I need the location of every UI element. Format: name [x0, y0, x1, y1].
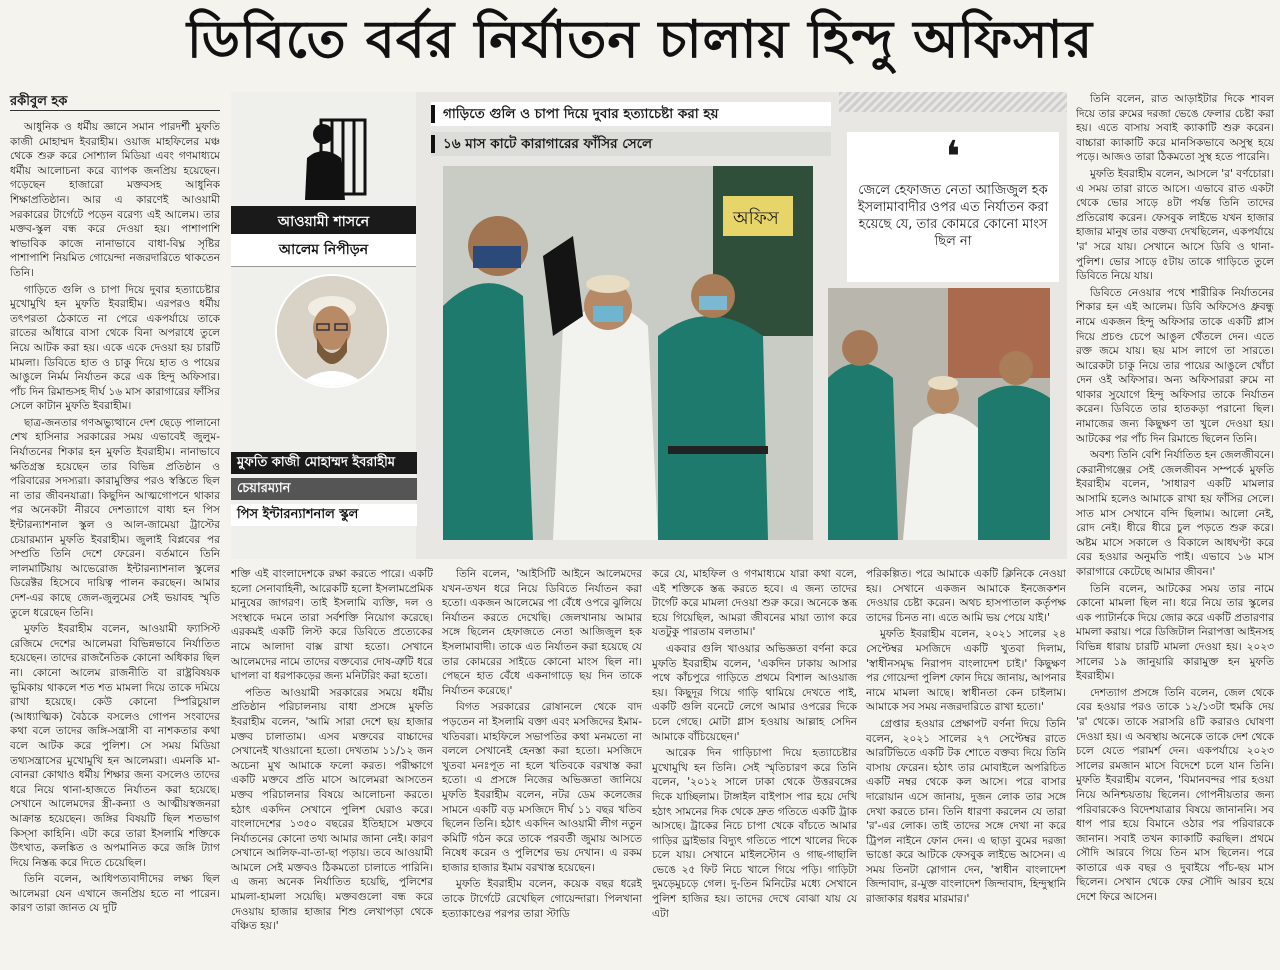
- portrait-photo: [275, 274, 389, 388]
- feature-block: [231, 92, 1067, 559]
- paragraph: অবশ্য তিনি বেশি নির্যাতিত হন জেলজীবনে। কেরানীগঞ্জের সেই জেলজীবন সম্পর্কে মুফতি ইবরাহীম বলেন, 'সাধারণ একটি মামলার আসামি হলেও আমাকে রাখা হয় ফাঁসির সেলে। সাত মাস সেখানে বন্দি ছিলাম। আলো নেই, রোদ নেই। ধীরে ধীরে চুল পড়তে শুরু করে। অষ্টম মাসে সকালে ও বিকালে আধঘণ্টা করে বের হওয়ার অনুমতি পাই। এভাবে ১৬ মাস কারাগারে কেটেছে আমার জীবন।': [1076, 449, 1274, 578]
- paragraph: পতিত আওয়ামী সরকারের সময়ে ধর্মীয় প্রতিষ্ঠান পরিচালনায় বাধা প্রসঙ্গে মুফতি ইবরাহীম বলেন, 'আমি সারা দেশে ছয় হাজার মক্তব চালাতাম। এসব মক্তবের বাচ্চাদের সেখানেই খাওয়ানো হতো। দেখতাম ১১/১২ জন অচেনা মুখ আমাকে ফলো করত। পরীক্ষাগে একটি মক্তবে প্রতি মাসে আলেমরা আসতেন মক্তব পরিচালনার বিষয়ে আলোচনা করতে। হঠাৎ একদিন সেখানে পুলিশ ঘেরাও করে। বাংলাদেশের ১৩৫০ বছরের ইতিহাসে মক্তবে নির্যাতনের কোনো তথ্য আমার জানা নেই। কারণ সেখানে আলিফ-বা-তা-ছা পড়ায়। তবে আওয়ামী আমলে সেই মক্তবও ঠিকমতো চালাতে পারিনি। এ জন্য অনেক নির্যাতিত হয়েছি, পুলিশের মামলা-হামলা সয়েছি। মক্তবগুলো বন্ধ করে দেওয়ায় হাজার হাজার শিশু লেখাপড়া থেকে বঞ্চিত হয়।': [231, 686, 433, 933]
- person-organization: পিস ইন্টারন্যাশনাল স্কুল: [231, 504, 417, 526]
- subheading-text: গাড়িতে গুলি ও চাপা দিয়ে দুবার হত্যাচেষ্টা করা হয়: [443, 105, 719, 122]
- article-column-1: [10, 120, 220, 968]
- paragraph: শক্তি এই বাংলাদেশকে রক্ষা করতে পারে। একটি হলো সেনাবাহিনী, আরেকটি হলো ইসলামপ্রেমিক মানুষের জাগরণ। তাই ইসলামি ব্যক্তি, দল ও সংস্থাকে দমনে তারা সর্বশক্তি নিয়োগ করেছে। এরকমই একটি লিস্ট করে ডিবিতে প্রত্যেকের নামে আলাদা বাক্স রাখা হতো। সেখানে আলেমদের নামে তাদের বক্তব্যের দোষ-ত্রুটি ধরে ঘাপলা বা ধরপাকড়ের জন্য মনিটরিং করা হতো।: [231, 568, 433, 683]
- article-column-6: [1076, 92, 1274, 968]
- label-cleric-oppression: আলেম নিপীড়ন: [231, 234, 416, 267]
- quote-mark-icon: ❛: [945, 132, 961, 183]
- paragraph: মুফতি ইবরাহীম বলেন, কয়েক বছর ধরেই তাকে টার্গেটে রেখেছিল গোয়েন্দারা। পিলখানা হত্যাকাণ্ডের পরপর তারা স্টাডি: [442, 878, 642, 920]
- paragraph: তিনি বলেন, রাত আড়াইটার দিকে শাবল দিয়ে তার রুমের দরজা ভেঙে ফেলার চেষ্টা করা হয়। এতে বাসায় সবাই ক্যাকাটি শুরু করেন। বাচ্চারা ক্যাকাটি করে মানসিকভাবে অসুস্থ হয়ে পড়ে। আজও তারা ঠিকমতো সুস্থ হতে পারেনি।: [1076, 93, 1274, 164]
- paragraph: গ্রেপ্তার হওয়ার প্রেক্ষাপট বর্ণনা দিয়ে তিনি বলেন, ২০২১ সালের ২৭ সেপ্টেম্বর রাতে আরটিভিতে একটি টক শোতে বক্তব্য দিয়ে তিনি বাসায় ফেরেন। হঠাৎ তার মোবাইলে অপরিচিত একটি নম্বর থেকে কল আসে। পরে বাসার দারোয়ান এসে জানায়, দুজন লোক তার সঙ্গে দেখা করতে চান। তিনি ধারণা করলেন যে তারা 'র'-এর লোক। তাই তাদের সঙ্গে দেখা না করে ট্রিপল নাইনে ফোন দেন। এ ছাড়া বুমের দরজা ভাঙো করে আটকে ফেসবুক লাইভে আসেন। এ সময় তিনটা স্লোগান দেন, 'স্বাধীন বাংলাদেশ জিন্দাবাদ, র-মুক্ত বাংলাদেশ জিন্দাবাদ, হিন্দুস্থানি রাজাকার ধরধর মারমার।': [866, 717, 1066, 906]
- article-column-4: [652, 567, 857, 968]
- paragraph: আরেক দিন গাড়িচাপা দিয়ে হত্যাচেষ্টার মুখোমুখি হন তিনি। সেই স্মৃতিচারণ করে তিনি বলেন, '২০১২ সালে ঢাকা থেকে উত্তরবঙ্গের দিকে যাচ্ছিলাম। টাঙ্গাইল বাইপাস পার হয়ে দেখি হঠাৎ সামনের দিক থেকে দ্রুত গতিতে একটি ট্রাক আসছে। ট্রাকের নিচে চাপা খেকে বাঁচতে আমার গাড়ির ড্রাইভার বিদ্যুৎ গতিতে পাশে খালের দিকে চলে যায়। সেখানে মাইলস্টোন ও গাছ-গাছালি ভেঙে ২৫ ফিট নিচে খালে গিয়ে পড়ি। গাড়িটা দুমড়েমুচড়ে গেল। দু-তিন মিনিটের মধ্যে সেখানে পুলিশ হাজির হয়। তাদের দেখে বোঝা যায় যে এটা: [652, 747, 857, 920]
- secondary-photo: [828, 288, 1050, 540]
- article-column-3: [442, 567, 642, 968]
- article-column-2: [231, 567, 433, 968]
- paragraph: তিনি বলেন, আটকের সময় তার নামে কোনো মামলা ছিল না। ধরে নিয়ে তার স্কুলের এক প্যাটার্নকে দিয়ে জোর করে একটি প্রতারণার মামলা করায়। পরে ডিজিটাল নিরাপত্তা আইনসহ বিভিন্ন ধারায় চারটি মামলা দেওয়া হয়। ২০২৩ সালের ১৯ জানুয়ারি কারামুক্ত হন মুফতি ইবরাহীম।: [1076, 582, 1274, 683]
- paragraph: তিনি বলেন, 'আইসিটি আইনে আলেমদের যখন-তখন ধরে নিয়ে ডিবিতে নির্যাতন করা হতো। একজন আলেমের পা বেঁধে ওপরে ঝুলিয়ে নির্যাতন করতে দেখেছি। জেলখানায় আমার সঙ্গে ছিলেন হেফাজতে নেতা আজিজুল হক ইসলামাবাদী। তাকে এত নির্যাতন করা হয়েছে যে তার কোমরের সাইডে কোনো মাংস ছিল না। পেছনে হাত বেঁধে একনাগাড়ে ছয় দিন তাকে নির্যাতন করেছে।': [442, 568, 642, 697]
- quote-text: জেলে হেফাজত নেতা আজিজুল হক ইসলামাবাদীর ওপর এত নির্যাতন করা হয়েছে যে, তার কোমরে কোনো মাংস ছিল না: [857, 183, 1049, 249]
- decorative-stripes: [839, 92, 1067, 112]
- paragraph: মুফতি ইবরাহীম বলেন, ২০২১ সালের ২৪ সেপ্টেম্বর মসজিদে একটি খুতবা দিলাম, 'স্বাধীনসমৃদ্ধ নিরাপদ বাংলাদেশ চাই।' কিছুক্ষণ পর গোয়েন্দা পুলিশ ফোন দিয়ে জানায়, আপনার নামে মামলা আছে। স্বাধীনতা কেন চাইলাম। আমাকে সব সময় নজরদারিতে রাখা হতো।': [866, 628, 1066, 714]
- label-awami-rule: আওয়ামী শাসনে: [231, 206, 416, 238]
- paragraph: পরিকল্পিত। পরে আমাকে একটি ক্লিনিকে নেওয়া হয়। সেখানে একজন আমাকে ইনজেকশন দেওয়ার চেষ্টা করেন। অথচ হাসপাতাল কর্তৃপক্ষ তাদের চিনত না। এতে আমি ভয় পেয়ে যাই।': [866, 568, 1066, 624]
- arrest-scene-illustration: [443, 166, 813, 540]
- paragraph: বিগত সরকারের রোষানলে থেকে বাদ পড়তেন না ইসলামি বক্তা এবং মসজিদের ইমাম-খতিবরা। মাহফিলে সভাপতির কথা মনমতো না বললে সেখানেই হেনস্তা করা হতো। মসজিদে খুতবা মনঃপূত না হলে খতিবকে বরখাস্ত করা হতো। এ প্রসঙ্গে নিজের অভিজ্ঞতা জানিয়ে মুফতি ইবরাহীম বলেন, নটর ডেম কলেজের সামনে একটি বড় মসজিদে দীর্ঘ ১১ বছর খতিব ছিলেন তিনি। হঠাৎ একদিন আওয়ামী লীগ নতুন কমিটি গঠন করে তাকে পরবর্তী জুমায় আসতে নিষেধ করেন ও পুলিশের ভয় দেখান। এ রকম হাজার হাজার ইমাম বরখাস্ত হয়েছেন।: [442, 701, 642, 874]
- subheading-death-cell: [431, 132, 831, 156]
- portrait-illustration: [277, 276, 387, 386]
- paragraph: করে যে, মাহফিল ও গণমাধ্যমে যারা কথা বলে, এই শক্তিকে স্তব্ধ করতে হবে। এ জন্য তাদের টার্গেট করে মামলা দেওয়া শুরু করে। অনেকে স্তব্ধ হয়ে গিয়েছিল, আমরা জীবনের মায়া ত্যাগ করে যতটুকু পারতাম বলতাম।': [652, 568, 857, 639]
- quote-box: [847, 132, 1059, 282]
- paragraph: তিনি বলেন, আধিপত্যবাদীদের লক্ষ্য ছিল আলেমরা যেন এখানে জনপ্রিয় হতে না পারেন। কারণ তারা জানত যে দুটি: [10, 873, 220, 915]
- paragraph: ডিবিতে নেওয়ার পথে শারীরিক নির্যাতনের শিকার হন এই আলেম। ডিবি অফিসেও ধ্রুবন্ধু নামে একজন হিন্দু অফিসার তাকে একটি প্লাস দিয়ে প্রচণ্ড চেপে আঙুল থেঁতলে দেন। এতে রক্ত জমে যায়। ছয় মাস লাগে তা সারতে। আরেকটা চাকু নিয়ে তার পায়ের আঙুলে খোঁচা দেন ওই অফিসার। অন্য অফিসাররা রুমে না থাকার সুযোগে হিন্দু অফিসার তাকে নির্যাতন করেন। ডিবিতে তার হাতকড়া পরানো ছিল। নামাজের জন্য কিছুক্ষণ তা খুলে দেওয়া হয়। আটকের পর পাঁচ দিন রিমান্ডে ছিলেন তিনি।: [1076, 286, 1274, 445]
- escort-scene-illustration: [828, 288, 1050, 540]
- byline-rule: [10, 110, 220, 111]
- subheading-attempted-murder: [431, 102, 831, 126]
- paragraph: ছাত্র-জনতার গণঅভ্যুত্থানে দেশ ছেড়ে পালানো শেখ হাসিনার সরকারের সময় এভাবেই জুলুম-নির্যাতনের শিকার হন মুফতি ইবরাহীম। নানাভাবে ক্ষতিগ্রস্ত হয়েছেন তার বিভিন্ন প্রতিষ্ঠান ও পরিবারের সদস্যরা। কারামুক্তির পরও স্বস্তিতে ছিল না তার জীবনযাত্রা। কিছুদিন আত্মগোপনে থাকার পর অনেকটা নীরবে দেশত্যাগে বাধ্য হন পিস ইন্টারন্যাশনাল স্কুল ও আল-জামেয়া ট্রাস্টের চেয়ারম্যান মুফতি ইবরাহীম। জুলাই বিপ্লবের পর সম্প্রতি তিনি দেশে ফেরেন। বর্তমানে তিনি লালমাটিয়ায় আভেরোজ ইন্টারন্যাশনাল স্কুলের ডিরেক্টর হিসেবে দায়িত্ব পালন করছেন। আমার দেশ-এর কাছে জেল-জুলুমের সেই ভয়াবহ স্মৃতি তুলে ধরেছেন তিনি।: [10, 416, 220, 619]
- paragraph: গাড়িতে গুলি ও চাপা দিয়ে দুবার হত্যাচেষ্টার মুখোমুখি হন মুফতি ইবরাহীম। এরপরও ধর্মীয় তৎপরতা ঠেকাতে না পেরে একপর্যায়ে তাকে রাতের আঁধারে বাসা থেকে বিনা অপরাধে তুলে নিয়ে আটক করা হয়। একে একে দেওয়া হয় চারটি মামলা। ডিবিতে হাত ও চাকু দিয়ে হাত ও পায়ের আঙুলে নির্মম নির্যাতন করে এক হিন্দু অফিসার। পাঁচ দিন রিমান্ডসহ দীর্ঘ ১৬ মাস কারাগারের ফাঁসির সেলে কাটান মুফতি ইবরাহীম।: [10, 283, 220, 413]
- byline: রকীবুল হক: [10, 94, 68, 109]
- paragraph: মুফতি ইবরাহীম বলেন, আসলে 'র' বর্ণচোরা। এ সময় তারা রাতে আসে। এভাবে রাত একটা থেকে ভোর সাড়ে ৪টা পর্যন্ত তিনি তাদের প্রতিরোধ করেন। ফেসবুক লাইভে যখন হাজার হাজার মানুষ তার বক্তব্য দেখছিলেন, একপর্যায়ে 'র' সরে যায়। সেখানে আসে ডিবি ও থানা-পুলিশ। ভোর সাড়ে ৫টায় তাকে গাড়িতে তুলে ডিবিতে নিয়ে যায়।: [1076, 167, 1274, 283]
- person-name: মুফতি কাজী মোহাম্মদ ইবরাহীম: [231, 452, 417, 474]
- strip-marker: [431, 135, 435, 153]
- article-column-5: [866, 567, 1066, 968]
- paragraph: মুফতি ইবরাহীম বলেন, আওয়ামী ফ্যাসিস্ট রেজিমে দেশের আলেমরা বিভিন্নভাবে নির্যাতিত হয়েছেন। তাদের রাজনৈতিক কোনো অধিকার ছিল না। কোনো আলেম রাজনীতি বা রাষ্ট্রবিষয়ক ভূমিকায় থাকলে শত শত মামলা দিয়ে তাকে দমিয়ে রাখা হয়েছে। কেউ কোনো স্পিরিচুয়াল (আধ্যাত্মিক) বৈঠকে বসলেও গোপন সংবাদের কথা বলে তাদের জঙ্গি-সন্ত্রাসী বা নাশকতার কথা বলে আটক করে পুলিশ। সে সময় মিডিয়া তথ্যসন্ত্রাসের মুখোমুখি হন আলেমরা। এমনকি মা-বোনরা কোথাও ধর্মীয় শিক্ষার জন্য বসলেও তাদের ধরে নিয়ে থানা-হাজতে নির্যাতন করা হয়েছে। সেখানে আলেমদের স্ত্রী-কন্যা ও আত্মীয়স্বজনরা আক্রান্ত হয়েছেন। জঙ্গির বিষয়টি ছিল শতভাগ কিস্সা কাহিনি। এটা করে তারা ইসলামি শক্তিকে উৎখাত, কলঙ্কিত ও অপমানিত করে জঙ্গি ট্যাগ দিয়ে নিস্তব্ধ করে দিতে চেয়েছিল।: [10, 623, 220, 869]
- paragraph: আধুনিক ও ধর্মীয় জ্ঞানে সমান পারদর্শী মুফতি কাজী মোহাম্মদ ইবরাহীম। ওয়াজ মাহফিলের মঞ্চ থেকে শুরু করে সোশ্যাল মিডিয়া এবং গণমাধ্যমে ধর্মীয় আলোচনা করে ব্যাপক জনপ্রিয় হয়েছেন। গড়েছেন হাজারো মক্তবসহ আধুনিক শিক্ষাপ্রতিষ্ঠান। আর এ কারণেই আওয়ামী সরকারের টার্গেটে পড়েন বরেণ্য এই আলেম। তার মক্তব-স্কুল বন্ধ করে দেওয়া হয়। পাশাপাশি স্বাভাবিক কাজে নানাভাবে বাধা-বিঘ্ন সৃষ্টির পাশাপাশি নিয়মিত গোয়েন্দা নজরদারিতে থাকতেন তিনি।: [10, 121, 220, 279]
- subheading-text: ১৬ মাস কাটে কারাগারের ফাঁসির সেলে: [443, 135, 653, 152]
- person-role: চেয়ারম্যান: [231, 478, 417, 500]
- jail-icon: [293, 114, 367, 200]
- paragraph: একবার গুলি খাওয়ার অভিজ্ঞতা বর্ণনা করে মুফতি ইবরাহীম বলেন, 'একদিন ঢাকায় আসার পথে কাঁচপুরে গাড়িতে প্রথমে বিশাল আওয়াজ হয়। কিছুদূর গিয়ে গাড়ি থামিয়ে দেখতে পাই, একটি গুলি বনেটে লেগে আমার ওপরের দিকে চলে গেছে। মোটা গ্লাস হওয়ায় আল্লাহ সেদিন আমাকে বাঁচিয়েছেন।': [652, 642, 857, 743]
- headline: ডিবিতে বর্বর নির্যাতন চালায় হিন্দু অফিসার: [186, 9, 1094, 70]
- main-photo: [443, 166, 813, 540]
- strip-marker: [431, 105, 435, 123]
- paragraph: দেশত্যাগ প্রসঙ্গে তিনি বলেন, জেল থেকে বের হওয়ার পরও তাকে ১২/১৩টা হুমকি দেয় 'র' থেকে। তাকে সরাসরি ৪টি করারও ঘোষণা দেওয়া হয়। এ অবস্থায় অনেকে তাকে দেশ থেকে চলে যেতে পরামর্শ দেন। একপর্যায়ে ২০২৩ সালের রমজান মাসে বিদেশে চলে যান তিনি। মুফতি ইবরাহীম বলেন, 'বিমানবন্দর পার হওয়া নিয়ে অনিশ্চয়তায় ছিলেন। গোপনীয়তার জন্য পরিবারকেও বিদেশযাত্রার বিষয়ে জানাননি। সব ধাপ পার হয়ে বিমানে ওঠার পর পরিবারকে জানান। সবাই তখন ক্যাকাটি করছিল। প্রথমে সৌদি আরবে গিয়ে তিন মাস ছিলেন। পরে কাতারে এক বছর ও দুবাইয়ে পাঁচ-ছয় মাস ছিলেন। সেখান থেকে ফের সৌদি আরব হয়ে দেশে ফিরে আসেন।: [1076, 686, 1274, 904]
- office-sign: অফিস: [733, 208, 779, 229]
